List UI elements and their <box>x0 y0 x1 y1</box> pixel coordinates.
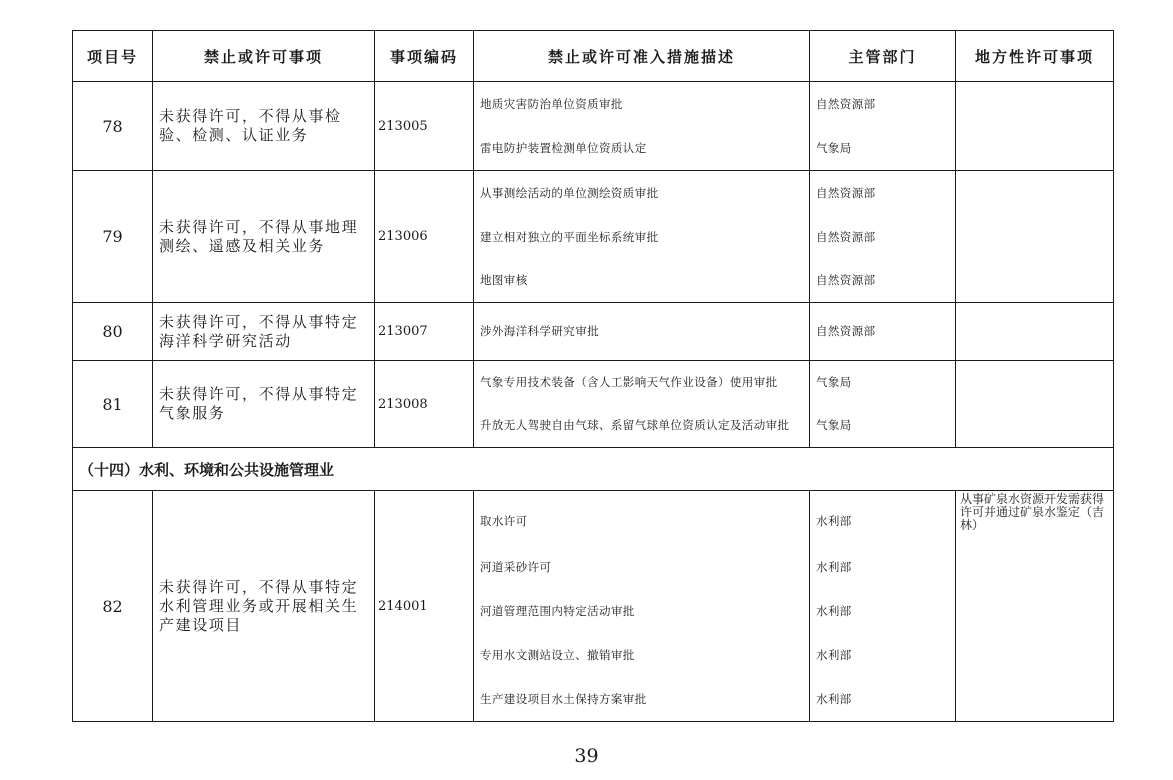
section-row <box>73 448 1114 491</box>
col-header-code: 事项编码 <box>375 31 474 82</box>
measure-dept: 自然资源部 <box>816 273 876 287</box>
measure-dept: 水利部 <box>816 513 852 528</box>
table-row <box>73 82 1114 171</box>
measure-desc: 建立相对独立的平面坐标系统审批 <box>480 229 659 244</box>
measure-dept-cell <box>810 171 956 303</box>
row-number: 79 <box>73 171 153 303</box>
row-local: 从事矿泉水资源开发需获得许可并通过矿泉水鉴定（吉林） <box>956 491 1114 722</box>
measure-desc: 河道管理范围内特定活动审批 <box>480 603 635 618</box>
table-row <box>73 171 1114 303</box>
measure-dept: 水利部 <box>816 559 852 574</box>
measure-desc-cell <box>474 303 810 361</box>
measure-dept: 自然资源部 <box>816 96 876 111</box>
measure-desc: 气象专用技术装备（含人工影响天气作业设备）使用审批 <box>480 375 778 389</box>
row-code: 213005 <box>375 82 474 171</box>
table-row <box>73 491 1114 722</box>
measure-desc: 从事测绘活动的单位测绘资质审批 <box>480 185 659 200</box>
measure-desc-cell <box>474 82 810 171</box>
measure-desc: 地图审核 <box>480 273 528 287</box>
measure-desc: 生产建设项目水土保持方案审批 <box>480 691 647 706</box>
col-header-desc: 禁止或许可准入措施描述 <box>474 31 810 82</box>
row-code: 214001 <box>375 491 474 722</box>
measure-dept-cell <box>810 361 956 448</box>
row-code: 213008 <box>375 361 474 448</box>
measure-dept: 水利部 <box>816 691 852 706</box>
table-row <box>73 303 1114 361</box>
col-header-no: 项目号 <box>73 31 153 82</box>
col-header-local: 地方性许可事项 <box>956 31 1114 82</box>
measure-dept: 气象局 <box>816 140 852 155</box>
permit-table <box>72 30 1114 722</box>
measure-dept: 气象局 <box>816 418 852 432</box>
measure-desc-cell <box>474 491 810 722</box>
measure-desc: 升放无人驾驶自由气球、系留气球单位资质认定及活动审批 <box>480 418 790 432</box>
measure-dept: 自然资源部 <box>816 229 876 244</box>
col-header-dept: 主管部门 <box>810 31 956 82</box>
row-item: 未获得许可，不得从事地理测绘、遥感及相关业务 <box>153 171 375 303</box>
measure-dept: 水利部 <box>816 603 852 618</box>
row-item: 未获得许可，不得从事特定气象服务 <box>153 361 375 448</box>
row-number: 78 <box>73 82 153 171</box>
section-heading: （十四）水利、环境和公共设施管理业 <box>73 448 1114 491</box>
row-local <box>956 361 1114 448</box>
row-item: 未获得许可，不得从事检验、检测、认证业务 <box>153 82 375 171</box>
table-header-row <box>73 31 1114 82</box>
row-local <box>956 171 1114 303</box>
page-number: 39 <box>574 745 599 767</box>
table-row <box>73 361 1114 448</box>
measure-desc: 河道采砂许可 <box>480 559 552 574</box>
measure-desc: 地质灾害防治单位资质审批 <box>480 96 623 111</box>
measure-desc: 专用水文测站设立、撤销审批 <box>480 647 635 662</box>
row-local <box>956 303 1114 361</box>
row-item: 未获得许可，不得从事特定海洋科学研究活动 <box>153 303 375 361</box>
measure-desc: 取水许可 <box>480 513 528 528</box>
row-code: 213007 <box>375 303 474 361</box>
row-number: 80 <box>73 303 153 361</box>
row-local <box>956 82 1114 171</box>
measure-dept-cell <box>810 491 956 722</box>
row-number: 82 <box>73 491 153 722</box>
col-header-item: 禁止或许可事项 <box>153 31 375 82</box>
measure-desc-cell <box>474 171 810 303</box>
row-item: 未获得许可，不得从事特定水利管理业务或开展相关生产建设项目 <box>153 491 375 722</box>
measure-dept: 自然资源部 <box>816 324 876 338</box>
measure-desc-cell <box>474 361 810 448</box>
measure-dept: 自然资源部 <box>816 185 876 200</box>
row-number: 81 <box>73 361 153 448</box>
measure-desc: 雷电防护装置检测单位资质认定 <box>480 140 647 155</box>
measure-dept-cell <box>810 82 956 171</box>
measure-dept: 水利部 <box>816 647 852 662</box>
measure-dept: 气象局 <box>816 375 852 389</box>
measure-dept-cell <box>810 303 956 361</box>
measure-desc: 涉外海洋科学研究审批 <box>480 324 599 338</box>
row-code: 213006 <box>375 171 474 303</box>
